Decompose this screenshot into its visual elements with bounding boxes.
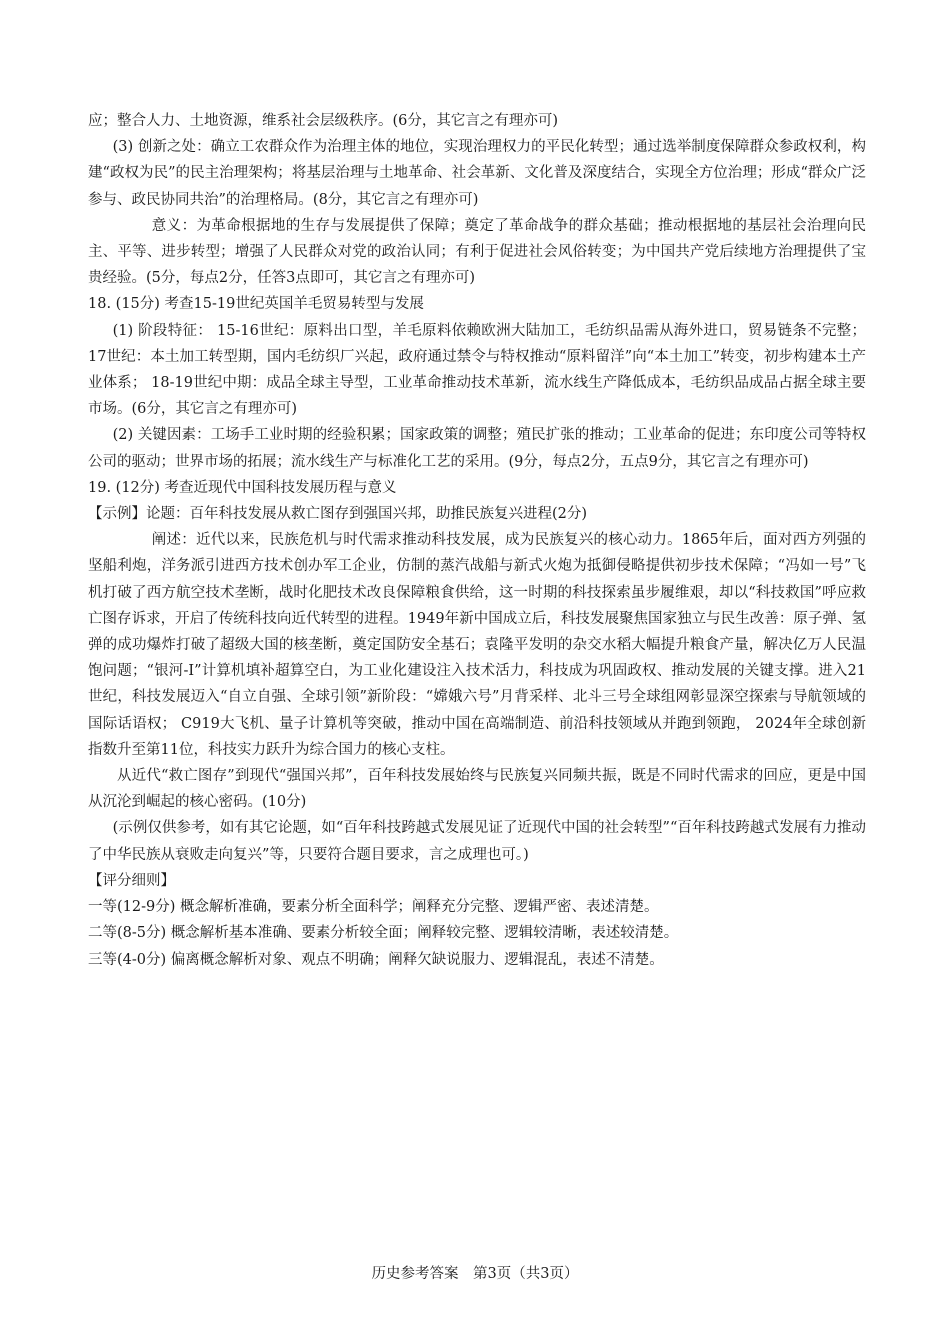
paragraph: 应；整合人力、土地资源，维系社会层级秩序。(6分，其它言之有理亦可)	[88, 113, 559, 129]
paragraph: (3) 创新之处：确立工农群众作为治理主体的地位，实现治理权力的平民化转型；通过选举制度保障群众参政权利，构建“政权为民”的民主治理架构；将基层治理与土地革命、社会革新、文化普及深度结合，实现全方位治理；形成“群众广泛参与、政民协同共治”的治理格局。(8分，其它言之有理亦可)	[88, 139, 866, 208]
paragraph: 阐述：近代以来，民族危机与时代需求推动科技发展，成为民族复兴的核心动力。1865年后，面对西方列强的坚船利炮，洋务派引进西方技术创办军工企业，仿制的蒸汽战船与新式火炮为抵御侵略提供初步技术保障；“冯如一号”飞机打破了西方航空技术垄断，战时化肥技术改良保障粮食供给，这一时期的科技探索虽步履维艰，却以“科技救国”呼应救亡图存诉求，开启了传统科技向近代转型的进程。1949年新中国成立后，科技发展聚焦国家独立与民生改善：原子弹、氢弹的成功爆炸打破了超级大国的核垄断，奠定国防安全基石；袁隆平发明的杂交水稻大幅提升粮食产量，解决亿万人民温饱问题；“银河-I”计算机填补超算空白，为工业化建设注入技术活力，科技成为巩固政权、推动发展的关键支撑。进入21世纪，科技发展迈入“自立自强、全球引领”新阶段：“嫦娥六号”月背采样、北斗三号全球组网彰显深空探索与导航领域的国际话语权； C919大飞机、量子计算机等突破，推动中国在高端制造、前沿科技领域从并跑到领跑， 2024年全球创新指数升至第11位，科技实力跃升为综合国力的核心支柱。	[88, 532, 866, 758]
paragraph: 一等(12-9分) 概念解析准确，要素分析全面科学；阐释充分完整、逻辑严密、表述清楚。	[88, 899, 659, 916]
paragraph: (1) 阶段特征： 15-16世纪：原料出口型，羊毛原料依赖欧洲大陆加工，毛纺织品需从海外进口，贸易链条不完整； 17世纪：本土加工转型期，国内毛纺织厂兴起，政府通过禁令与特权推动“原料留洋”向“本土加工”转变，初步构建本土产业体系； 18-19世纪中期：成品全球主导型，工业革命推动技术革新，流水线生产降低成本，毛纺织品成品占据全球主要市场。(6分，其它言之有理亦可)	[88, 322, 866, 418]
paragraph: 【评分细则】	[88, 872, 175, 889]
paragraph: (示例仅供参考，如有其它论题，如“百年科技跨越式发展见证了近现代中国的社会转型”“百年科技跨越式发展有力推动了中华民族从衰败走向复兴”等，只要符合题目要求，言之成理也可。)	[88, 820, 866, 863]
paragraph: 19. (12分) 考查近现代中国科技发展历程与意义	[88, 479, 397, 496]
paragraph: 二等(8-5分) 概念解析基本准确、要素分析较全面；阐释较完整、逻辑较清晰，表述较清楚。	[88, 925, 679, 942]
answer-content	[88, 108, 866, 973]
paragraph: 三等(4-0分) 偏离概念解析对象、观点不明确；阐释欠缺说服力、逻辑混乱，表述不清楚。	[88, 951, 664, 968]
paragraph: 18. (15分) 考查15-19世纪英国羊毛贸易转型与发展	[88, 296, 424, 313]
paragraph: 从近代“救亡图存”到现代“强国兴邦”，百年科技发展始终与民族复兴同频共振，既是不同时代需求的回应，更是中国从沉沦到崛起的核心密码。(10分)	[88, 768, 866, 811]
paragraph: 意义：为革命根据地的生存与发展提供了保障；奠定了革命战争的群众基础；推动根据地的基层社会治理向民主、平等、进步转型；增强了人民群众对党的政治认同；有利于促进社会风俗转变；为中国共产党后续地方治理提供了宝贵经验。(5分，每点2分，任答3点即可，其它言之有理亦可)	[88, 217, 866, 287]
paragraph: (2) 关键因素：工场手工业时期的经验积累；国家政策的调整；殖民扩张的推动；工业革命的促进；东印度公司等特权公司的驱动；世界市场的拓展；流水线生产与标准化工艺的采用。(9分，每点2分，五点9分，其它言之有理亦可)	[88, 427, 866, 470]
page-footer: 历史参考答案 第3页（共3页）	[371, 1266, 579, 1282]
paragraph: 【示例】论题：百年科技发展从救亡图存到强国兴邦，助推民族复兴进程(2分)	[88, 506, 588, 523]
